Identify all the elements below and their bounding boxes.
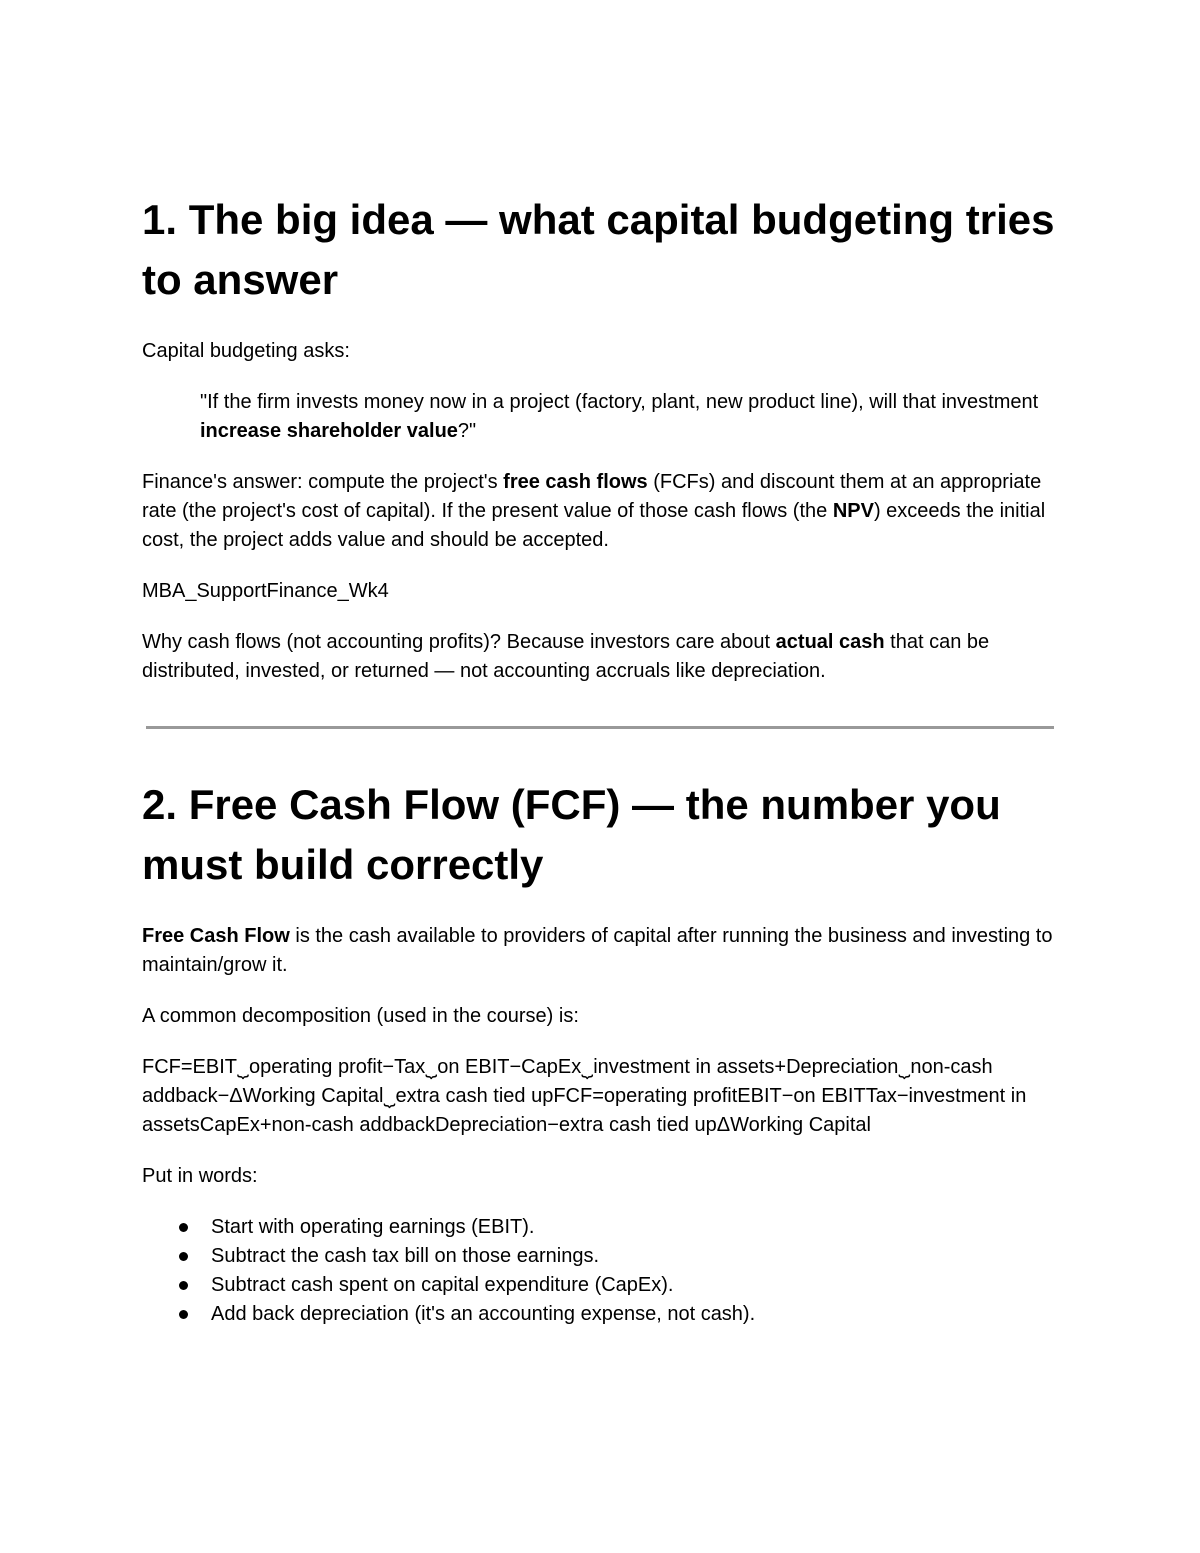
list-item <box>211 1300 1062 1329</box>
block-quote <box>200 388 1062 446</box>
why-text-1: Why cash flows (not accounting profits)? Because investors care about <box>142 631 776 653</box>
list-item-text: Start with operating earnings (EBIT). <box>211 1216 535 1238</box>
quote-text: "If the firm invests money now in a project (factory, plant, new product line), will that investment <box>200 391 1039 413</box>
fcf-steps-list <box>142 1213 1062 1329</box>
bullet-icon <box>179 1252 188 1261</box>
bullet-icon <box>179 1281 188 1290</box>
source-reference: MBA_SupportFinance_Wk4 <box>142 580 389 602</box>
list-item <box>211 1242 1062 1271</box>
answer-emphasis-fcf: free cash flows <box>503 471 648 493</box>
put-in-words-label: Put in words: <box>142 1165 258 1187</box>
list-item-text: Add back depreciation (it's an accounting expense, not cash). <box>211 1303 756 1325</box>
answer-text-2: (FCFs) and discount them at an appropriate rate (the project's cost of capital). If the present value of those cash flows (the <box>142 471 1042 522</box>
list-item <box>211 1271 1062 1300</box>
document-page <box>142 190 1062 1329</box>
why-cash-flows-paragraph <box>142 628 1062 686</box>
answer-emphasis-npv: NPV <box>832 500 874 522</box>
bullet-icon <box>179 1223 188 1232</box>
list-item-text: Subtract cash spent on capital expenditure (CapEx). <box>211 1274 674 1296</box>
intro-text: Capital budgeting asks: <box>142 340 350 362</box>
quote-emphasis: increase shareholder value <box>200 420 458 442</box>
section-2-heading: 2. Free Cash Flow (FCF) — the number you must build correctly <box>142 781 1001 888</box>
why-text-2: that can be distributed, invested, or returned — not accounting accruals like depreciation. <box>142 631 990 682</box>
fcf-definition-text: is the cash available to providers of capital after running the business and investing to maintain/grow it. <box>142 925 1053 976</box>
fcf-definition-paragraph <box>142 922 1062 980</box>
why-emphasis: actual cash <box>775 631 885 653</box>
list-item <box>211 1213 1062 1242</box>
fcf-term: Free Cash Flow <box>142 925 290 947</box>
decomposition-intro: A common decomposition (used in the course) is: <box>142 1005 579 1027</box>
answer-text-3: ) exceeds the initial cost, the project adds value and should be accepted. <box>142 500 1046 551</box>
finance-answer-paragraph <box>142 468 1062 555</box>
section-1-heading: 1. The big idea — what capital budgeting tries to answer <box>142 196 1055 303</box>
quote-end: ?" <box>457 420 477 442</box>
bullet-icon <box>179 1310 188 1319</box>
fcf-formula: FCF=EBIT⏟operating profit−Tax⏟on EBIT−CapEx⏟investment in assets+Depreciation⏟non-cash addback−ΔWorking Capital⏟extra cash tied upFCF=operating profitEBIT−on EBITTax−investment in assetsCapEx+non-cash addbackDepreciation−extra cash tied upΔWorking Capital <box>142 1056 1027 1136</box>
answer-text-1: Finance's answer: compute the project's <box>142 471 504 493</box>
list-item-text: Subtract the cash tax bill on those earnings. <box>211 1245 600 1267</box>
section-divider <box>146 726 1054 729</box>
